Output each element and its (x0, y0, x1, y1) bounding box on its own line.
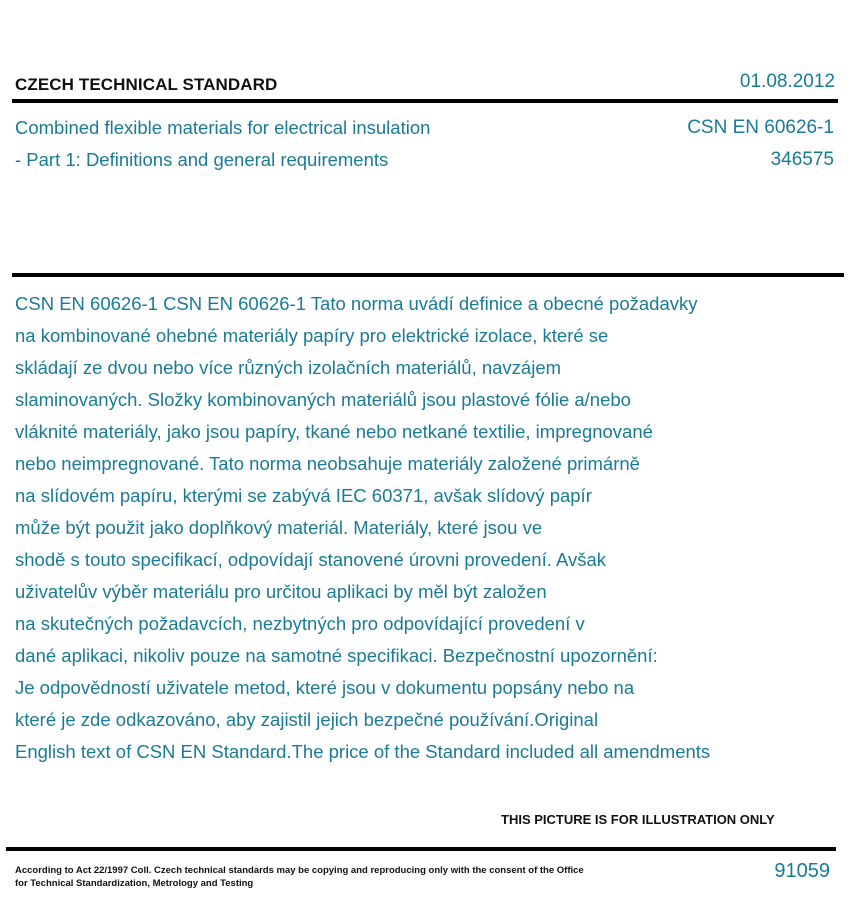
description-line: může být použit jako doplňkový materiál. Materiály, které jsou ve (15, 517, 543, 538)
document-type: CZECH TECHNICAL STANDARD (15, 75, 278, 94)
standard-title-line-2: - Part 1: Definitions and general requirements (15, 149, 389, 170)
description-line: shodě s touto specifikací, odpovídají stanovené úrovni provedení. Avšak (15, 549, 607, 570)
standard-code: CSN EN 60626-1 (687, 117, 834, 138)
description-line: které je zde odkazováno, aby zajistil jejich bezpečné používání.Original (15, 709, 599, 730)
standard-number: 346575 (770, 149, 834, 170)
legal-notice-line-1: According to Act 22/1997 Coll. Czech technical standards may be copying and reproducing only with the consent of the Office (15, 865, 584, 876)
description-line: slaminovaných. Složky kombinovaných materiálů jsou plastové fólie a/nebo (15, 389, 631, 410)
description-line: uživatelův výběr materiálu pro určitou aplikaci by měl být založen (15, 581, 547, 602)
document-date: 01.08.2012 (739, 71, 835, 92)
description-line: dané aplikaci, nikoliv pouze na samotné specifikaci. Bezpečnostní upozornění: (15, 645, 658, 666)
description-line: nebo neimpregnované. Tato norma neobsahuje materiály založené primárně (15, 453, 640, 474)
description-line: Je odpovědností uživatele metod, které jsou v dokumentu popsány nebo na (15, 677, 635, 698)
legal-notice (15, 864, 584, 890)
description-line: na skutečných požadavcích, nezbytných pro odpovídající provedení v (15, 613, 585, 634)
description-line: CSN EN 60626-1 CSN EN 60626-1 Tato norma uvádí definice a obecné požadavky (15, 293, 698, 314)
description-line: skládají ze dvou nebo více různých izolačních materiálů, navzájem (15, 357, 562, 378)
footer-id: 91059 (774, 860, 830, 882)
legal-notice-line-2: for Technical Standardization, Metrology and Testing (15, 878, 254, 889)
description-line: vláknité materiály, jako jsou papíry, tkané nebo netkané textilie, impregnované (15, 421, 653, 442)
standard-description (15, 288, 845, 768)
description-line: na slídovém papíru, kterými se zabývá IEC 60371, avšak slídový papír (15, 485, 592, 506)
description-line: English text of CSN EN Standard.The price of the Standard included all amendments (15, 741, 711, 762)
standard-title-line-1: Combined flexible materials for electrical insulation (15, 117, 431, 138)
description-line: na kombinované ohebné materiály papíry pro elektrické izolace, které se (15, 325, 609, 346)
section-rule (12, 273, 844, 277)
illustration-note: THIS PICTURE IS FOR ILLUSTRATION ONLY (501, 812, 775, 827)
header-rule (12, 99, 838, 103)
footer-rule (6, 847, 836, 851)
